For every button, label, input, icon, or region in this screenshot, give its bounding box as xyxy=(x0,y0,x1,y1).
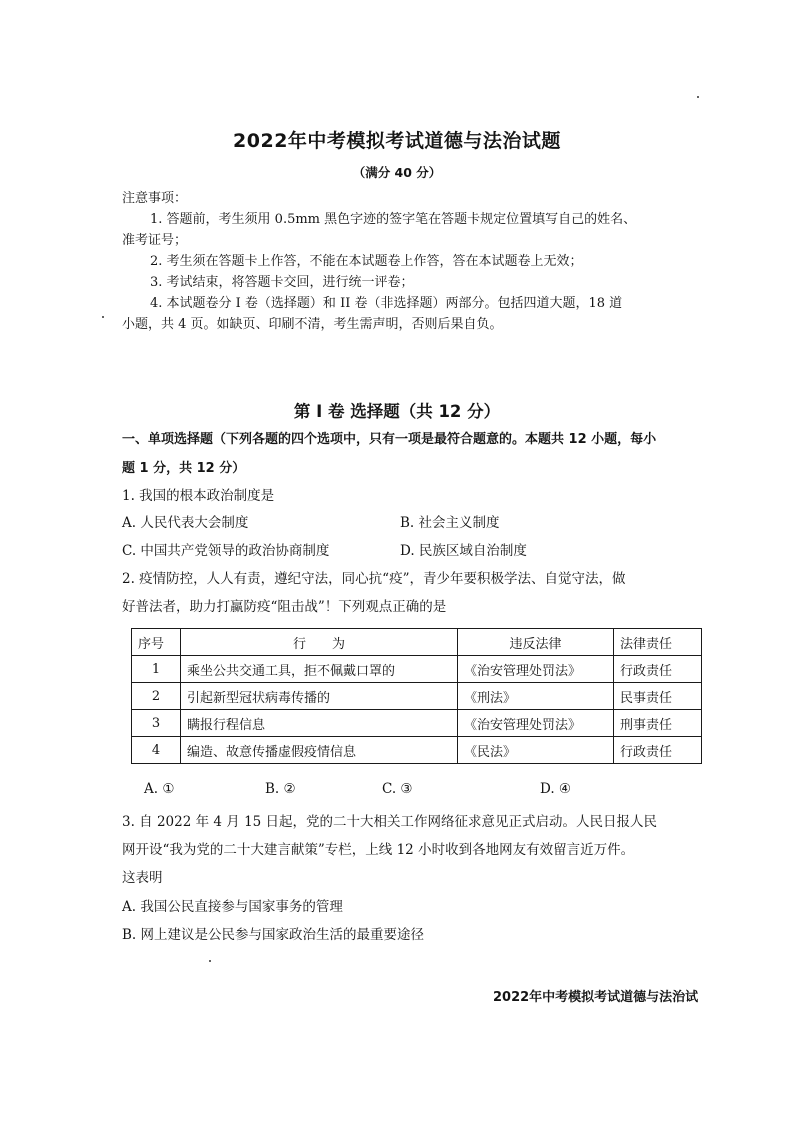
question-1-option-a: A. 人民代表大会制度 xyxy=(122,515,249,531)
note-line-1-cont: 准考证号； xyxy=(122,233,188,248)
cell-number: 2 xyxy=(132,683,181,710)
header-cell-law: 违反法律 xyxy=(458,629,614,656)
table-row xyxy=(132,683,702,710)
question-3-stem: 3. 自 2022 年 4 月 15 日起，党的二十大相关工作网络征求意见正式启动。人民日报人民 xyxy=(122,814,658,830)
table-header-row xyxy=(132,629,702,656)
table-row xyxy=(132,737,702,764)
note-line-2: 2. 考生须在答题卡上作答，不能在本试题卷上作答，答在本试题卷上无效； xyxy=(150,254,583,269)
cell-number: 1 xyxy=(132,656,181,683)
table-row xyxy=(132,656,702,683)
scan-speck xyxy=(697,96,699,98)
cell-liability: 行政责任 xyxy=(614,656,702,683)
question-1-option-c: C. 中国共产党领导的政治协商制度 xyxy=(122,543,330,559)
page-footer: 2022年中考模拟考试道德与法治试 xyxy=(493,990,699,1005)
cell-liability: 民事责任 xyxy=(614,683,702,710)
part-one-instruction-cont: 题 1 分，共 12 分） xyxy=(122,461,246,476)
notes-heading: 注意事项： xyxy=(122,191,188,206)
cell-law: 《民法》 xyxy=(458,737,614,764)
header-cell-behavior: 行 为 xyxy=(181,629,458,656)
question-1-option-b: B. 社会主义制度 xyxy=(400,515,500,531)
question-2-option-a: A. ① xyxy=(144,781,175,797)
scan-speck xyxy=(209,960,211,962)
question-2-option-c: C. ③ xyxy=(382,781,413,797)
table-row xyxy=(132,710,702,737)
scan-speck xyxy=(102,316,104,318)
cell-number: 3 xyxy=(132,710,181,737)
cell-behavior: 引起新型冠状病毒传播的 xyxy=(181,683,458,710)
note-line-1: 1. 答题前，考生须用 0.5mm 黑色字迹的签字笔在答题卡规定位置填写自己的姓名、 xyxy=(150,212,637,227)
cell-law: 《治安管理处罚法》 xyxy=(458,656,614,683)
question-2-stem: 2. 疫情防控，人人有责，遵纪守法，同心抗“疫”，青少年要积极学法、自觉守法，做 xyxy=(122,571,626,587)
cell-law: 《治安管理处罚法》 xyxy=(458,710,614,737)
cell-liability: 行政责任 xyxy=(614,737,702,764)
question-3-option-b: B. 网上建议是公民参与国家政治生活的最重要途径 xyxy=(122,927,425,943)
cell-liability: 刑事责任 xyxy=(614,710,702,737)
cell-number: 4 xyxy=(132,737,181,764)
header-cell-liability: 法律责任 xyxy=(614,629,702,656)
section-title: 第 I 卷 选择题（共 12 分） xyxy=(293,402,501,421)
question-3-stem-cont-2: 这表明 xyxy=(122,870,163,886)
law-table xyxy=(131,628,702,764)
question-3-option-a: A. 我国公民直接参与国家事务的管理 xyxy=(122,899,343,915)
note-line-3: 3. 考试结束，将答题卡交回，进行统一评卷； xyxy=(150,275,414,290)
note-line-4-cont: 小题，共 4 页。如缺页、印刷不清，考生需声明，否则后果自负。 xyxy=(122,317,503,332)
question-3-stem-cont: 网开设“我为党的二十大建言献策”专栏，上线 12 小时收到各地网友有效留言近万件。 xyxy=(122,842,635,858)
cell-behavior: 瞒报行程信息 xyxy=(181,710,458,737)
note-line-4: 4. 本试题卷分 I 卷（选择题）和 II 卷（非选择题）两部分。包括四道大题，18 道 xyxy=(150,296,623,311)
question-1-option-d: D. 民族区域自治制度 xyxy=(400,543,527,559)
header-cell-number: 序号 xyxy=(132,629,181,656)
cell-behavior: 乘坐公共交通工具，拒不佩戴口罩的 xyxy=(181,656,458,683)
cell-behavior: 编造、故意传播虚假疫情信息 xyxy=(181,737,458,764)
question-1-stem: 1. 我国的根本政治制度是 xyxy=(122,488,275,504)
exam-total-score: （满分 40 分） xyxy=(352,165,442,180)
question-2-option-b: B. ② xyxy=(265,781,296,797)
question-2-option-d: D. ④ xyxy=(540,781,572,797)
part-one-instruction: 一、单项选择题（下列各题的四个选项中，只有一项是最符合题意的。本题共 12 小题，每小 xyxy=(122,432,657,447)
exam-title: 2022年中考模拟考试道德与法治试题 xyxy=(233,130,561,152)
cell-law: 《刑法》 xyxy=(458,683,614,710)
question-2-stem-cont: 好普法者，助力打赢防疫“阻击战”！下列观点正确的是 xyxy=(122,599,447,615)
